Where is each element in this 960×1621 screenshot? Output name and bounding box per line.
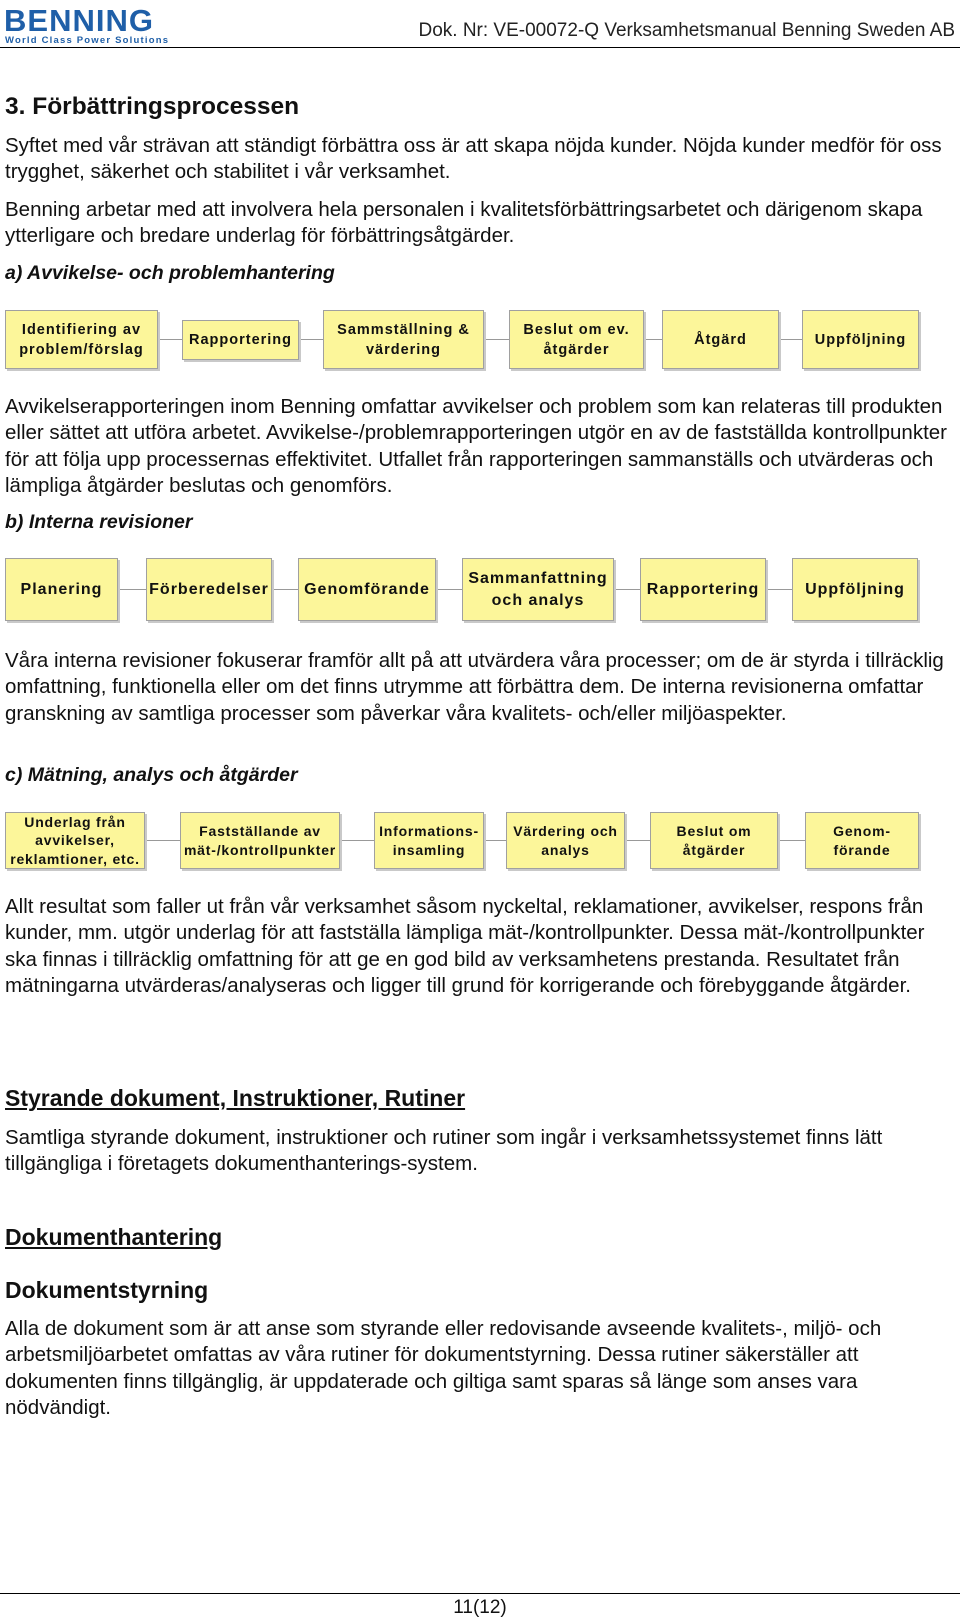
flow-revision	[0, 558, 960, 622]
section-a-text: Avvikelserapporteringen inom Benning omfattar avvikelser och problem som kan relateras till produkten eller sättet att utföra arbetet. Avvikelse-/problemrapporteringen utgör en av de fastställda kontrollpunkter för att följa upp processernas effektivitet. Utfallet från rapporteringen sammanställs och utvärderas och lämpliga åtgärder beslutas och genomförs.	[5, 395, 948, 498]
styrande-heading: Styrande dokument, Instruktioner, Rutiner	[5, 1085, 466, 1111]
intro-paragraph-1: Syftet med vår strävan att ständigt förbättra oss är att skapa nöjda kunder. Nöjda kunder medför för oss trygghet, säkerhet och stabilitet i vår verksamhet.	[5, 134, 942, 184]
dokumentstyrning-heading: Dokumentstyrning	[5, 1277, 209, 1303]
benning-logo	[4, 4, 186, 44]
dokumentstyrning-text: Alla de dokument som är att anse som styrande eller redovisande avseende kvalitets-, miljö- och arbetsmiljöarbetet omfattas av våra rutiner för dokumentstyrning. Dessa rutiner säkerställer att dokumenten finns tillgänglig, är uppdaterade och giltiga samt sparas så länge som anses vara nödvändigt.	[5, 1317, 882, 1420]
section-title: 3. Förbättringsprocessen	[5, 93, 300, 120]
flow-c-step-6: Genom- förande	[805, 812, 919, 869]
page-number: 11(12)	[453, 1597, 507, 1618]
section-b-title: b) Interna revisioner	[5, 511, 193, 533]
flow-a-step-3: Sammställning & värdering	[323, 310, 484, 369]
flow-a-step-4: Beslut om ev. åtgärder	[509, 310, 644, 369]
section-a-title: a) Avvikelse- och problemhantering	[5, 262, 335, 284]
styrande-text: Samtliga styrande dokument, instruktioner och rutiner som ingår i verksamhetssystemet finns lätt tillgängliga i företagets dokumenthanterings-system.	[5, 1126, 883, 1176]
section-c-title: c) Mätning, analys och åtgärder	[5, 764, 298, 786]
flow-a-step-2: Rapportering	[182, 320, 299, 360]
footer-divider	[0, 1593, 960, 1594]
flow-c-step-5: Beslut om åtgärder	[650, 812, 778, 869]
flow-c-step-4: Värdering och analys	[506, 812, 625, 869]
flow-a-step-1: Identifiering av problem/förslag	[5, 310, 158, 369]
flow-b-step-4: Sammanfattning och analys	[462, 558, 614, 621]
flow-b-step-2: Förberedelser	[146, 558, 272, 621]
flow-a-step-6: Uppföljning	[802, 310, 919, 369]
flow-b-step-1: Planering	[5, 558, 118, 621]
logo-name: BENNING	[4, 3, 154, 38]
flow-matning	[0, 812, 960, 870]
document-title: Dok. Nr: VE-00072-Q Verksamhetsmanual Benning Sweden AB	[418, 20, 955, 41]
flow-b-step-5: Rapportering	[640, 558, 766, 621]
flow-c-step-3: Informations- insamling	[374, 812, 484, 869]
dokumenthantering-heading: Dokumenthantering	[5, 1224, 223, 1250]
logo-tagline: World Class Power Solutions	[5, 35, 170, 46]
section-c-text: Allt resultat som faller ut från vår verksamhet såsom nyckeltal, reklamationer, avvikelser, respons från kunder, mm. utgör underlag för att fastställa lämpliga mät-/kontrollpunkter. Dessa mät-/kontrollpunkter ska finnas i tillräcklig omfattning för att ge en god bild av verksamhetens prestanda. Resultatet från mätningarna utvärderas/analyseras och ligger till grund för korrigerande och förebyggande åtgärder.	[5, 895, 925, 998]
flow-b-step-3: Genomförande	[298, 558, 436, 621]
flow-c-step-2: Fastställande av mät-/kontrollpunkter	[180, 812, 340, 869]
flow-avvikelse	[0, 310, 960, 370]
flow-a-step-5: Åtgärd	[662, 310, 779, 369]
section-b-text: Våra interna revisioner fokuserar framför allt på att utvärdera våra processer; om de är styrda i tillräcklig omfattning, funktionella eller om det finns utrymme att förbättra dem. De interna revisionerna omfattar granskning av samtliga processer som påverkar våra kvalitets- och/eller miljöaspekter.	[5, 649, 944, 725]
intro-paragraph-2: Benning arbetar med att involvera hela personalen i kvalitetsförbättringsarbetet och därigenom skapa ytterligare och bredare underlag för förbättringsåtgärder.	[5, 198, 923, 248]
header-divider	[0, 47, 960, 48]
flow-b-step-6: Uppföljning	[792, 558, 918, 621]
flow-c-step-1: Underlag från avvikelser, reklamtioner, etc.	[5, 812, 145, 869]
